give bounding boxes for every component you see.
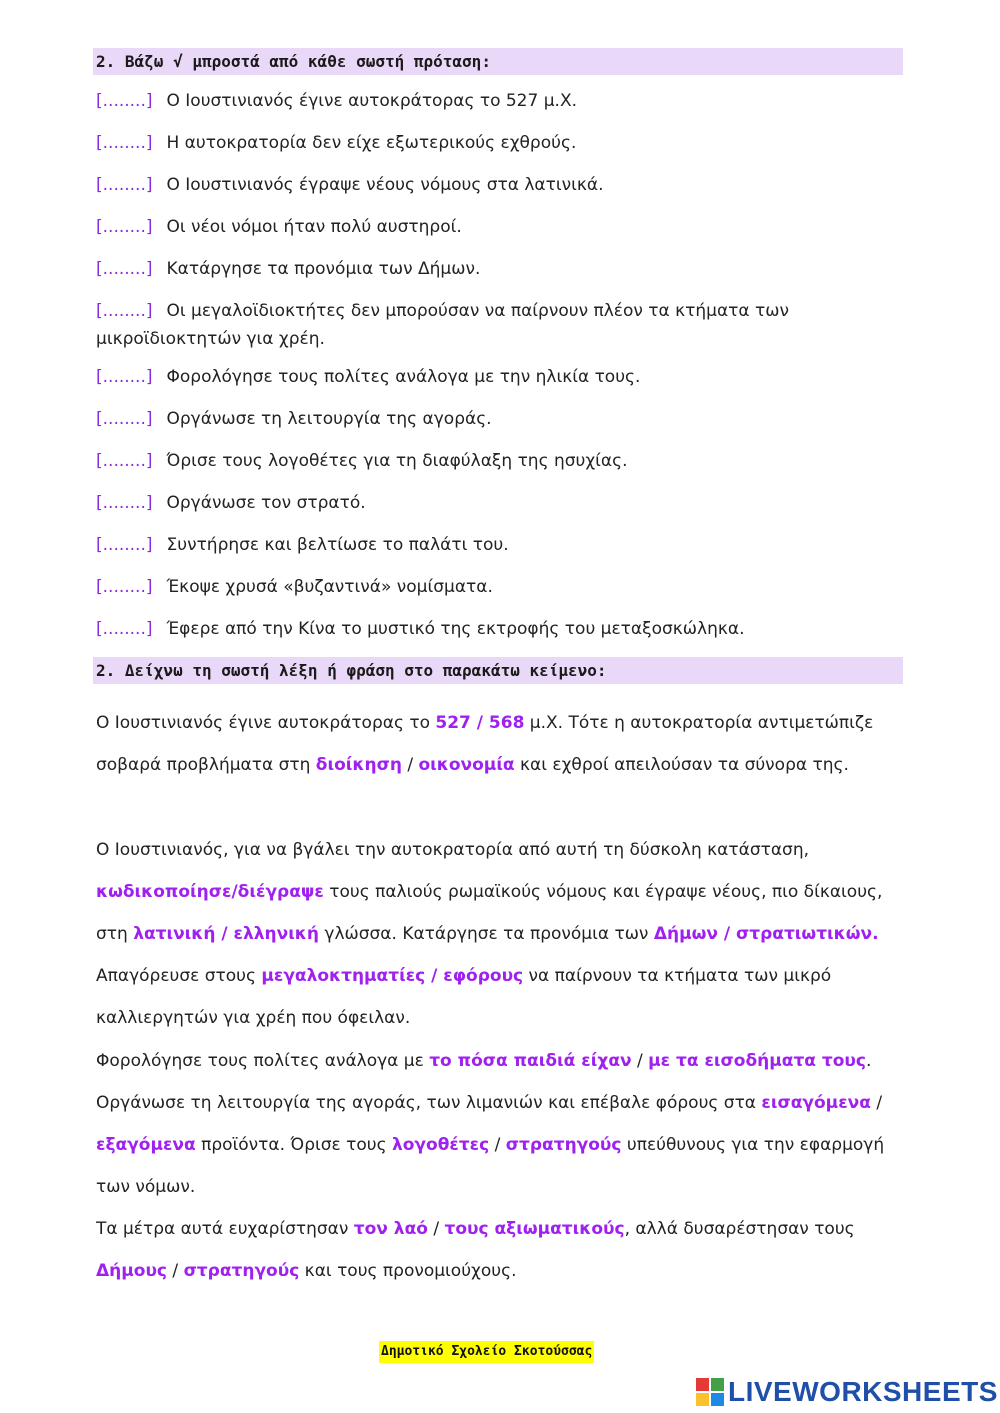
logo-square: [696, 1378, 709, 1391]
answer-blank[interactable]: [........]: [96, 259, 153, 279]
statement-text: Οργάνωσε τη λειτουργία της αγοράς.: [166, 409, 492, 429]
choice-option[interactable]: λογοθέτες: [392, 1135, 490, 1155]
choice-option[interactable]: τους αξιωματικούς: [444, 1219, 625, 1239]
choice-option[interactable]: στρατηγούς: [183, 1261, 300, 1281]
cloze-text: , αλλά δυσαρέστησαν τους: [624, 1219, 855, 1239]
choice-option[interactable]: τον λαό: [353, 1219, 428, 1239]
cloze-text: υπεύθυνους για την εφαρμογή των νόμων.: [96, 1135, 885, 1197]
choice-option[interactable]: λατινική / ελληνική: [133, 924, 319, 944]
choice-option[interactable]: το πόσα παιδιά είχαν: [429, 1051, 632, 1071]
cloze-text: . Οργάνωσε τη λειτουργία της αγοράς, των λιμανιών και επέβαλε φόρους στα: [96, 1051, 872, 1113]
statement-5: [96, 255, 896, 283]
cloze-text: τους παλιούς ρωμαϊκούς νόμους και έγραψε νέους, πιο δίκαιους, στη: [96, 882, 883, 944]
choice-option[interactable]: κωδικοποίησε/διέγραψε: [96, 882, 324, 902]
statement-2: [96, 129, 896, 157]
choice-separator: /: [427, 1219, 445, 1239]
cloze-text: μ.Χ. Τότε η αυτοκρατορία αντιμετώπιζε σοβαρά προβλήματα στη: [96, 713, 874, 775]
statement-1: [96, 87, 896, 115]
answer-blank[interactable]: [........]: [96, 535, 153, 555]
answer-blank[interactable]: [........]: [96, 91, 153, 111]
answer-blank[interactable]: [........]: [96, 175, 153, 195]
school-name-badge: Δημοτικό Σχολείο Σκοτούσσας: [379, 1341, 594, 1363]
choice-separator: /: [631, 1051, 649, 1071]
answer-blank[interactable]: [........]: [96, 301, 153, 321]
statement-13: [96, 615, 896, 643]
choice-option[interactable]: μεγαλοκτηματίες / εφόρους: [261, 966, 524, 986]
choice-option[interactable]: με τα εισοδήματα τους: [648, 1051, 866, 1071]
cloze-text: Ο Ιουστινιανός, για να βγάλει την αυτοκρατορία από αυτή τη δύσκολη κατάσταση,: [96, 840, 809, 860]
logo-square: [711, 1378, 724, 1391]
cloze-text: και τους προνομιούχους.: [299, 1261, 517, 1281]
choice-separator: /: [167, 1261, 184, 1281]
statement-text: Κατάργησε τα προνόμια των Δήμων.: [166, 259, 481, 279]
statement-text: Οργάνωσε τον στρατό.: [166, 493, 366, 513]
statement-8: [96, 405, 896, 433]
statement-7: [96, 363, 896, 391]
answer-blank[interactable]: [........]: [96, 493, 153, 513]
cloze-paragraph-3: [96, 1040, 896, 1208]
statement-4: [96, 213, 896, 241]
cloze-paragraph-2: [96, 829, 896, 1039]
section1-heading: 2. Βάζω √ μπροστά από κάθε σωστή πρόταση:: [93, 48, 903, 75]
statement-10: [96, 489, 896, 517]
choice-option[interactable]: 527 / 568: [435, 713, 525, 733]
logo-mark-icon: [696, 1378, 724, 1406]
choice-option[interactable]: διοίκηση: [315, 755, 402, 775]
statement-text: Έκοψε χρυσά «βυζαντινά» νομίσματα.: [166, 577, 493, 597]
cloze-text: Ο Ιουστινιανός έγινε αυτοκράτορας το: [96, 713, 436, 733]
cloze-paragraph-4: [96, 1208, 896, 1292]
statement-3: [96, 171, 896, 199]
section2-heading: 2. Δείχνω τη σωστή λέξη ή φράση στο παρακάτω κείμενο:: [93, 657, 903, 684]
choice-separator: /: [870, 1093, 883, 1113]
choice-separator: /: [401, 755, 419, 775]
statement-text: Οι νέοι νόμοι ήταν πολύ αυστηροί.: [166, 217, 462, 237]
cloze-text: προϊόντα. Όρισε τους: [195, 1135, 392, 1155]
statement-text: Φορολόγησε τους πολίτες ανάλογα με την ηλικία τους.: [166, 367, 641, 387]
cloze-text: Απαγόρευσε στους: [96, 966, 262, 986]
logo-square: [696, 1393, 709, 1406]
answer-blank[interactable]: [........]: [96, 451, 153, 471]
cloze-text: γλώσσα. Κατάργησε τα προνόμια των: [319, 924, 654, 944]
choice-option[interactable]: Δήμους: [96, 1261, 168, 1281]
choice-option[interactable]: Δήμων / στρατιωτικών.: [653, 924, 879, 944]
statement-text: Ο Ιουστινιανός έγινε αυτοκράτορας το 527 μ.Χ.: [166, 91, 577, 111]
choice-option[interactable]: εισαγόμενα: [761, 1093, 871, 1113]
choice-option[interactable]: εξαγόμενα: [96, 1135, 196, 1155]
cloze-text: Φορολόγησε τους πολίτες ανάλογα με: [96, 1051, 430, 1071]
statement-text: Συντήρησε και βελτίωσε το παλάτι του.: [166, 535, 509, 555]
statement-11: [96, 531, 896, 559]
statement-6: [96, 297, 896, 353]
statement-text: Όρισε τους λογοθέτες για τη διαφύλαξη της ησυχίας.: [166, 451, 628, 471]
statement-9: [96, 447, 896, 475]
answer-blank[interactable]: [........]: [96, 367, 153, 387]
logo-square: [711, 1393, 724, 1406]
answer-blank[interactable]: [........]: [96, 217, 153, 237]
choice-separator: /: [489, 1135, 506, 1155]
answer-blank[interactable]: [........]: [96, 409, 153, 429]
statement-text: Ο Ιουστινιανός έγραψε νέους νόμους στα λατινικά.: [166, 175, 604, 195]
liveworksheets-logo[interactable]: [696, 1376, 998, 1408]
statement-12: [96, 573, 896, 601]
logo-text: LIVEWORKSHEETS: [728, 1376, 998, 1407]
cloze-text: Τα μέτρα αυτά ευχαρίστησαν: [96, 1219, 354, 1239]
statement-text: Η αυτοκρατορία δεν είχε εξωτερικούς εχθρούς.: [166, 133, 577, 153]
cloze-paragraph-1: [96, 702, 896, 786]
cloze-text: να παίρνουν τα κτήματα των μικρό καλλιεργητών για χρέη που όφειλαν.: [96, 966, 832, 1028]
statement-text: Έφερε από την Κίνα το μυστικό της εκτροφής του μεταξοσκώληκα.: [166, 619, 745, 639]
answer-blank[interactable]: [........]: [96, 577, 153, 597]
cloze-text: και εχθροί απειλούσαν τα σύνορα της.: [514, 755, 849, 775]
choice-option[interactable]: οικονομία: [418, 755, 515, 775]
answer-blank[interactable]: [........]: [96, 619, 153, 639]
choice-option[interactable]: στρατηγούς: [505, 1135, 622, 1155]
statement-text: Οι μεγαλοϊδιοκτήτες δεν μπορούσαν να παίρνουν πλέον τα κτήματα των μικροϊδιοκτητών για χρέη.: [96, 301, 789, 349]
answer-blank[interactable]: [........]: [96, 133, 153, 153]
